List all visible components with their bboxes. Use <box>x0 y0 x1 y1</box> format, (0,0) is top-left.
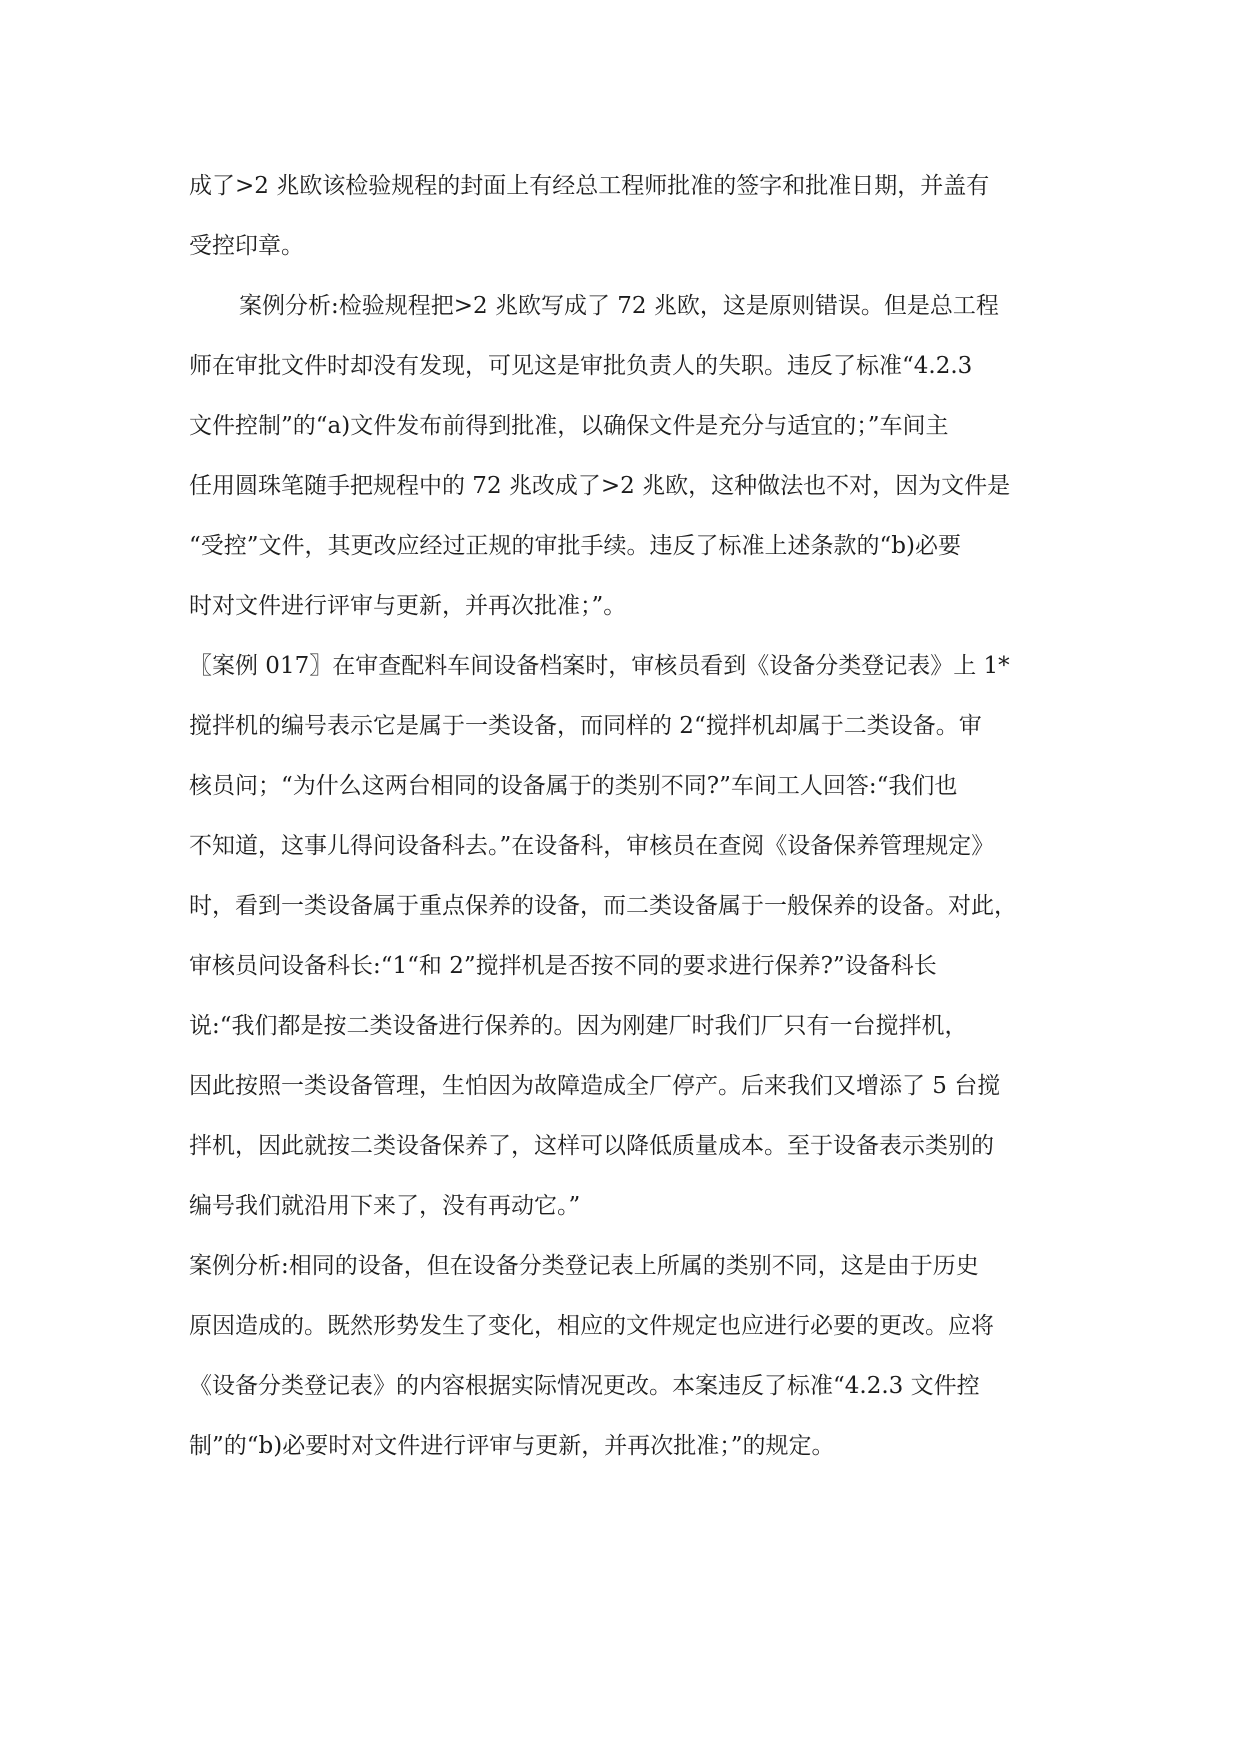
text-line: 审核员问设备科长:“1“和 2”搅拌机是否按不同的要求进行保养?”设备科长 <box>189 953 937 979</box>
text-line: “受控”文件，其更改应经过正规的审批手续。违反了标准上述条款的“b)必要 <box>189 533 961 559</box>
text-line: 原因造成的。既然形势发生了变化，相应的文件规定也应进行必要的更改。应将 <box>189 1313 994 1339</box>
text-line: 不知道，这事儿得问设备科去。”在设备科，审核员在查阅《设备保养管理规定》 <box>189 833 995 859</box>
text-line: 时对文件进行评审与更新，并再次批准；”。 <box>189 593 627 619</box>
text-line: 编号我们就沿用下来了，没有再动它。” <box>189 1193 581 1219</box>
text-line: 说:“我们都是按二类设备进行保养的。因为刚建厂时我们厂只有一台搅拌机， <box>189 1013 968 1039</box>
document-body <box>189 156 1059 1476</box>
text-line: 拌机，因此就按二类设备保养了，这样可以降低质量成本。至于设备表示类别的 <box>189 1133 994 1159</box>
text-line: 时，看到一类设备属于重点保养的设备，而二类设备属于一般保养的设备。对此， <box>189 893 1017 919</box>
text-line: 〖案例 017〗在审查配料车间设备档案时，审核员看到《设备分类登记表》上 1* <box>189 653 1010 679</box>
text-line: 文件控制”的“a)文件发布前得到批准，以确保文件是充分与适宜的；”车间主 <box>189 413 949 439</box>
text-line: 核员问；“为什么这两台相同的设备属于的类别不同?”车间工人回答:“我们也 <box>189 773 958 799</box>
text-line: 案例分析:相同的设备，但在设备分类登记表上所属的类别不同，这是由于历史 <box>189 1253 979 1279</box>
text-line: 案例分析:检验规程把>2 兆欧写成了 72 兆欧，这是原则错误。但是总工程 <box>239 293 999 319</box>
text-line: 任用圆珠笔随手把规程中的 72 兆改成了>2 兆欧，这种做法也不对，因为文件是 <box>189 473 1011 499</box>
text-line: 受控印章。 <box>189 233 304 259</box>
text-line: 成了>2 兆欧该检验规程的封面上有经总工程师批准的签字和批准日期，并盖有 <box>189 173 990 199</box>
text-line: 制”的“b)必要时对文件进行评审与更新，并再次批准；”的规定。 <box>189 1433 835 1459</box>
text-line: 师在审批文件时却没有发现，可见这是审批负责人的失职。违反了标准“4.2.3 <box>189 353 973 379</box>
text-line: 因此按照一类设备管理，生怕因为故障造成全厂停产。后来我们又增添了 5 台搅 <box>189 1073 1001 1099</box>
text-line: 《设备分类登记表》的内容根据实际情况更改。本案违反了标准“4.2.3 文件控 <box>189 1373 980 1399</box>
text-line: 搅拌机的编号表示它是属于一类设备，而同样的 2“搅拌机却属于二类设备。审 <box>189 713 982 739</box>
